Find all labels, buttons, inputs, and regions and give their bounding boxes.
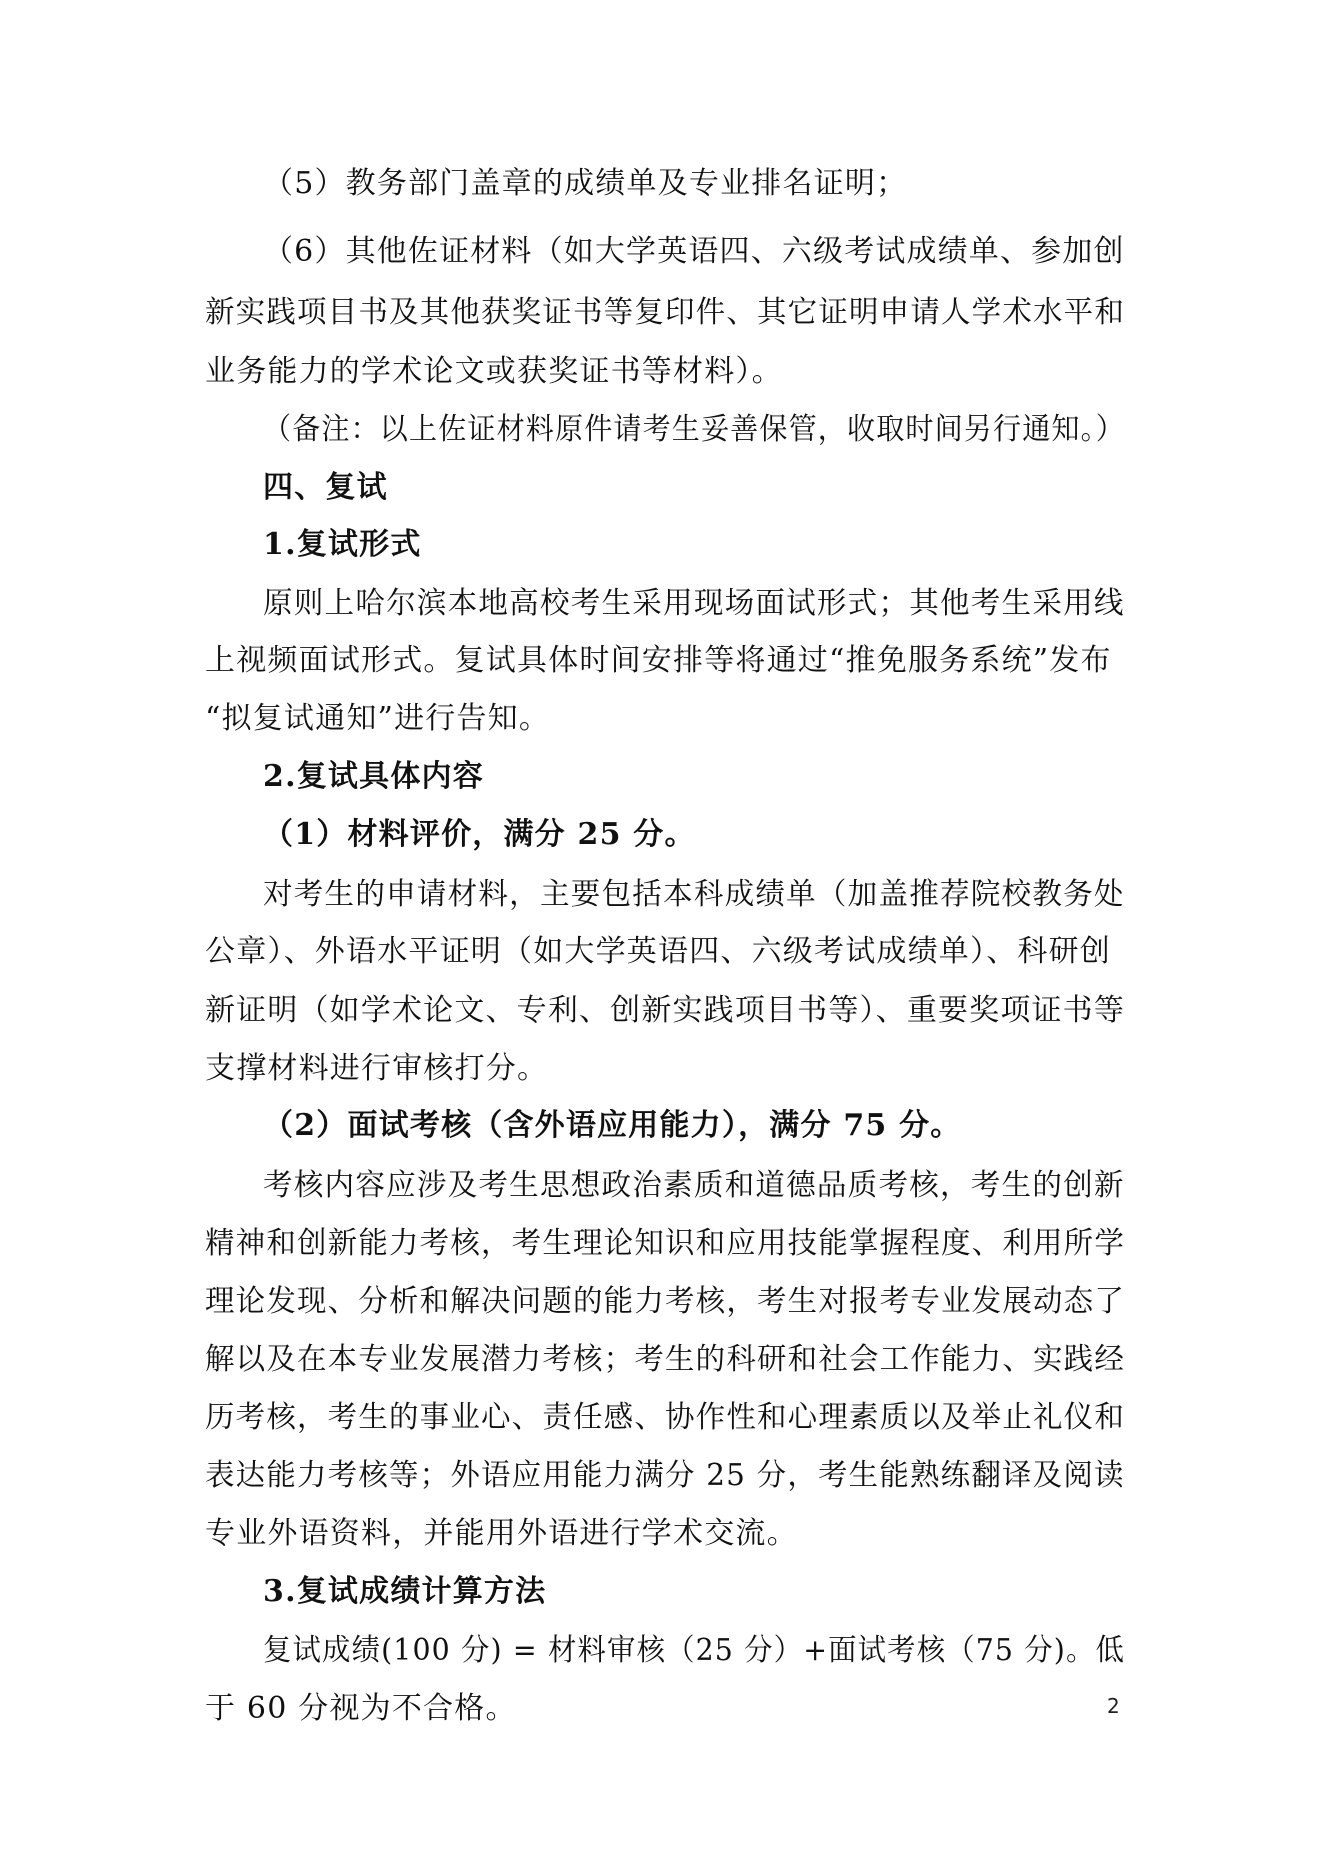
text-line: 新实践项目书及其他获奖证书等复印件、其它证明申请人学术水平和	[205, 295, 1125, 330]
item-heading: （2）面试考核（含外语应用能力），满分 75 分。	[263, 1108, 962, 1143]
text-line: 支撑材料进行审核打分。	[205, 1051, 549, 1086]
remark-line: （备注：以上佐证材料原件请考生妥善保管，收取时间另行通知。）	[263, 412, 1125, 447]
text-line: 表达能力考核等；外语应用能力满分 25 分，考生能熟练翻译及阅读	[205, 1458, 1125, 1493]
text-line: 历考核，考生的事业心、责任感、协作性和心理素质以及举止礼仪和	[205, 1400, 1125, 1435]
text-line: 新证明（如学术论文、专利、创新实践项目书等）、重要奖项证书等	[205, 993, 1125, 1028]
text-line: 公章）、外语水平证明（如大学英语四、六级考试成绩单）、科研创	[205, 934, 1111, 969]
text-line: 业务能力的学术论文或获奖证书等材料）。	[205, 354, 783, 389]
text-line: （5）教务部门盖章的成绩单及专业排名证明；	[263, 166, 908, 201]
text-line: 理论发现、分析和解决问题的能力考核，考生对报考专业发展动态了	[205, 1284, 1125, 1319]
subsection-heading: 3.复试成绩计算方法	[263, 1574, 547, 1609]
text-line: （6）其他佐证材料（如大学英语四、六级考试成绩单、参加创	[263, 234, 1125, 269]
text-line: 复试成绩(100 分) = 材料审核（25 分）+面试考核（75 分)。低	[263, 1633, 1126, 1668]
text-line: 专业外语资料，并能用外语进行学术交流。	[205, 1516, 798, 1551]
text-line: 对考生的申请材料，主要包括本科成绩单（加盖推荐院校教务处	[263, 877, 1125, 912]
text-line: 原则上哈尔滨本地高校考生采用现场面试形式；其他考生采用线	[263, 586, 1125, 621]
text-line: 考核内容应涉及考生思想政治素质和道德品质考核，考生的创新	[263, 1168, 1125, 1203]
text-line: 精神和创新能力考核，考生理论知识和应用技能掌握程度、利用所学	[205, 1226, 1125, 1261]
section-heading: 四、复试	[263, 470, 388, 505]
text-line: 于 60 分视为不合格。	[205, 1691, 517, 1726]
subsection-heading: 2.复试具体内容	[263, 759, 484, 794]
text-line: 上视频面试形式。复试具体时间安排等将通过“推免服务系统”发布	[205, 643, 1112, 678]
item-heading: （1）材料评价，满分 25 分。	[263, 817, 696, 852]
text-line: “拟复试通知”进行告知。	[205, 701, 551, 736]
subsection-heading: 1.复试形式	[263, 527, 422, 562]
page-number: 2	[1107, 1694, 1120, 1718]
text-line: 解以及在本专业发展潜力考核；考生的科研和社会工作能力、实践经	[205, 1342, 1125, 1377]
